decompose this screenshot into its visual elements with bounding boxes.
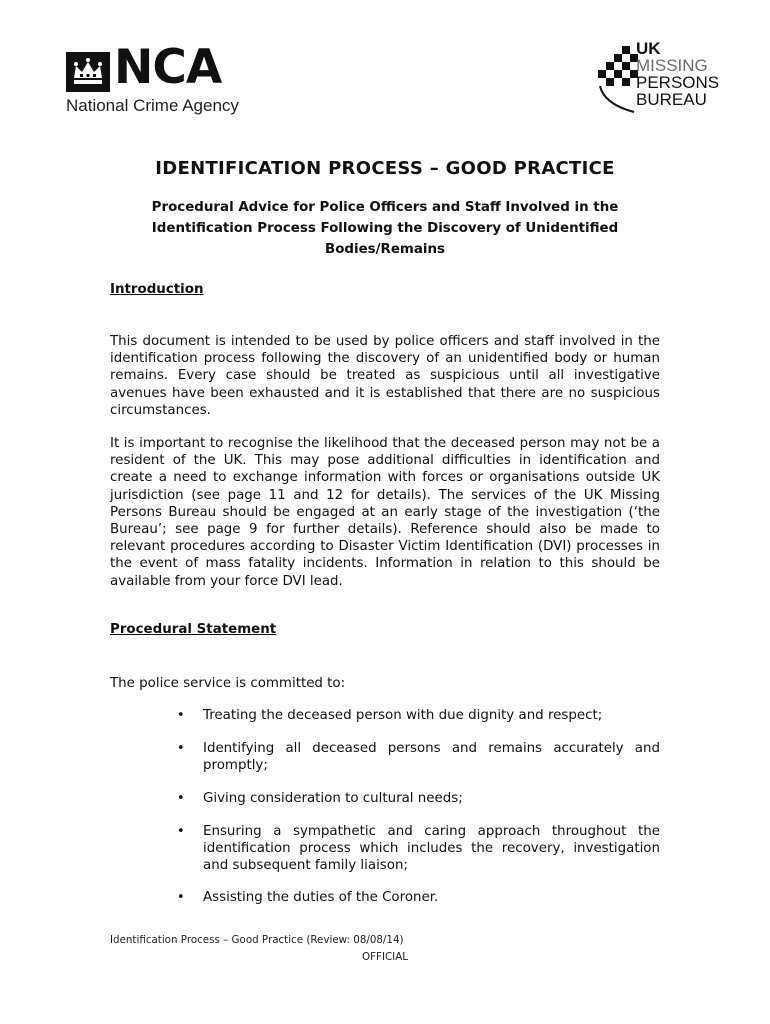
bureau-logo-line-missing: MISSING [636, 56, 708, 75]
bureau-logo-line-persons: PERSONS [636, 73, 720, 92]
bureau-logo-line-bureau: BUREAU [636, 90, 707, 109]
document-title: IDENTIFICATION PROCESS – GOOD PRACTICE [155, 158, 615, 179]
commitment-item [177, 707, 660, 724]
commitment-text: Assisting the duties of the Coroner. [203, 890, 439, 905]
introduction-heading: Introduction [110, 282, 204, 297]
commitment-text: Treating the deceased person with due dignity and respect; [203, 708, 603, 723]
document-subtitle: Procedural Advice for Police Officers and Staff Involved in the Identification Process Following the Discovery of Unidentified Bodies/Remains [151, 200, 619, 257]
bullet-icon: • [177, 791, 185, 806]
commitment-item [177, 790, 660, 807]
commitment-text: Ensuring a sympathetic and caring approach throughout the identification process which includes the recovery, investigation and subsequent family liaison; [203, 824, 660, 874]
bullet-icon: • [177, 890, 185, 905]
commitment-item [177, 823, 660, 875]
nca-acronym: NCA [114, 40, 222, 95]
commitment-item [177, 740, 660, 774]
introduction-paragraph-2: It is important to recognise the likelihood that the deceased person may not be a resident of the UK. This may pose additional difficulties in identification and create a need to exchange information with forces or organisations outside UK jurisdiction (see page 11 and 12 for details). The services of the UK Missing Persons Bureau should be engaged at an early stage of the investigation (‘the Bureau’; see page 9 for further details). Reference should also be made to relevant procedures according to Disaster Victim Identification (DVI) processes in the event of mass fatality incidents. Information in relation to this should be available from your force DVI lead. [110, 436, 660, 589]
checkered-arc-icon [594, 42, 638, 114]
nca-full-name: National Crime Agency [66, 96, 239, 115]
procedural-statement-heading: Procedural Statement [110, 622, 277, 637]
bullet-icon: • [177, 708, 185, 723]
commitment-text: Giving consideration to cultural needs; [203, 791, 463, 806]
procedural-statement-lead: The police service is committed to: [110, 676, 346, 691]
bullet-icon: • [177, 824, 185, 839]
crown-crest-icon [66, 52, 110, 92]
uk-missing-persons-bureau-logo [590, 38, 720, 118]
commitment-item [177, 889, 660, 906]
footer-text: Identification Process – Good Practice (Review: 08/08/14) [110, 934, 404, 946]
bullet-icon: • [177, 741, 185, 756]
footer-classification: OFFICIAL [362, 951, 408, 963]
nca-logo [66, 40, 266, 120]
introduction-paragraph-1: This document is intended to be used by police officers and staff involved in the identification process following the discovery of an unidentified body or human remains. Every case should be treated as suspicious until all investigative avenues have been exhausted and it is established that there are no suspicious circumstances. [110, 334, 660, 418]
bureau-logo-line-uk: UK [636, 39, 661, 58]
commitment-text: Identifying all deceased persons and remains accurately and promptly; [203, 741, 660, 774]
